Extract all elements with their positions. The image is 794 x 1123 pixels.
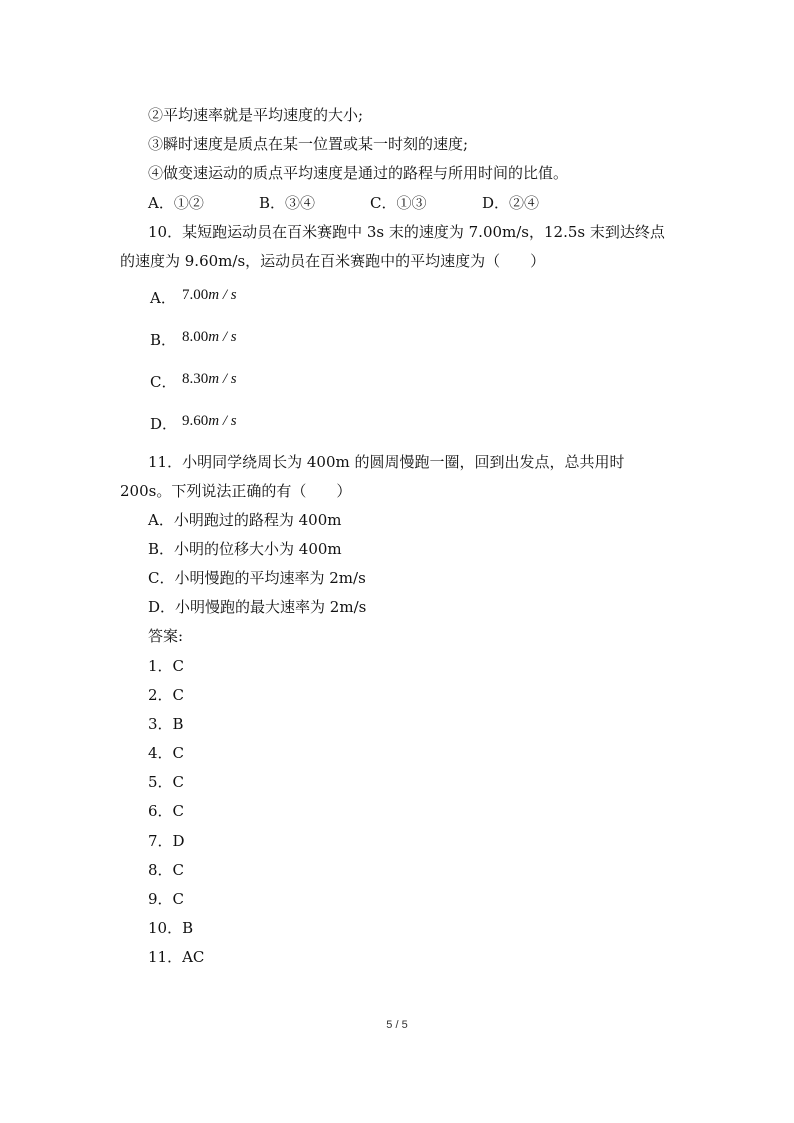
q10-option-c: [150, 372, 237, 393]
option-value: 8.30: [182, 371, 209, 387]
q10-stem-line2: 的速度为 9.60m/s，运动员在百米赛跑中的平均速度为（ ）: [120, 252, 546, 270]
answer-item: 8．C: [148, 861, 185, 879]
option-letter: C．: [150, 373, 177, 391]
answer-item: 6．C: [148, 802, 185, 820]
q9-statement-4: ④做变速运动的质点平均速度是通过的路程与所用时间的比值。: [148, 164, 569, 182]
q10-option-b: [150, 330, 237, 351]
q9-option-c: C．①③: [370, 194, 427, 212]
option-unit: m / s: [208, 413, 237, 429]
answer-item: 10．B: [148, 919, 194, 937]
q10-option-d: [150, 414, 237, 435]
answer-item: 2．C: [148, 686, 185, 704]
option-letter: B．: [150, 331, 177, 349]
q9-statement-2: ②平均速率就是平均速度的大小;: [148, 106, 364, 124]
q10-stem-line1: 10．某短跑运动员在百米赛跑中 3s 末的速度为 7.00m/s，12.5s 末到达终点: [148, 223, 665, 241]
page-number: 5 / 5: [386, 1019, 408, 1031]
option-value: 8.00: [182, 329, 209, 345]
q9-statement-3: ③瞬时速度是质点在某一位置或某一时刻的速度;: [148, 135, 469, 153]
option-unit: m / s: [208, 371, 237, 387]
answer-item: 5．C: [148, 773, 185, 791]
q11-stem-line1: 11．小明同学绕周长为 400m 的圆周慢跑一圈，回到出发点，总共用时: [148, 453, 625, 471]
answer-item: 4．C: [148, 744, 185, 762]
option-letter: A．: [150, 289, 176, 307]
answer-item: 11．AC: [148, 948, 205, 966]
answers-heading: 答案:: [148, 627, 184, 645]
answer-item: 3．B: [148, 715, 184, 733]
answer-item: 9．C: [148, 890, 185, 908]
q11-option-b: B．小明的位移大小为 400m: [148, 540, 342, 558]
answer-item: 7．D: [148, 832, 185, 850]
option-unit: m / s: [208, 287, 237, 303]
answer-item: 1．C: [148, 657, 185, 675]
option-value: 9.60: [182, 413, 209, 429]
q11-option-c: C．小明慢跑的平均速率为 2m/s: [148, 569, 366, 587]
option-letter: D．: [150, 415, 178, 433]
q11-option-a: A．小明跑过的路程为 400m: [148, 511, 342, 529]
q9-option-b: B．③④: [259, 194, 316, 212]
q10-option-a: [150, 288, 237, 309]
option-value: 7.00: [182, 287, 209, 303]
q9-option-d: D．②④: [482, 194, 540, 212]
q11-stem-line2: 200s。下列说法正确的有（ ）: [120, 482, 352, 500]
q11-option-d: D．小明慢跑的最大速率为 2m/s: [148, 598, 367, 616]
option-unit: m / s: [208, 329, 237, 345]
q9-option-a: A．①②: [148, 194, 204, 212]
